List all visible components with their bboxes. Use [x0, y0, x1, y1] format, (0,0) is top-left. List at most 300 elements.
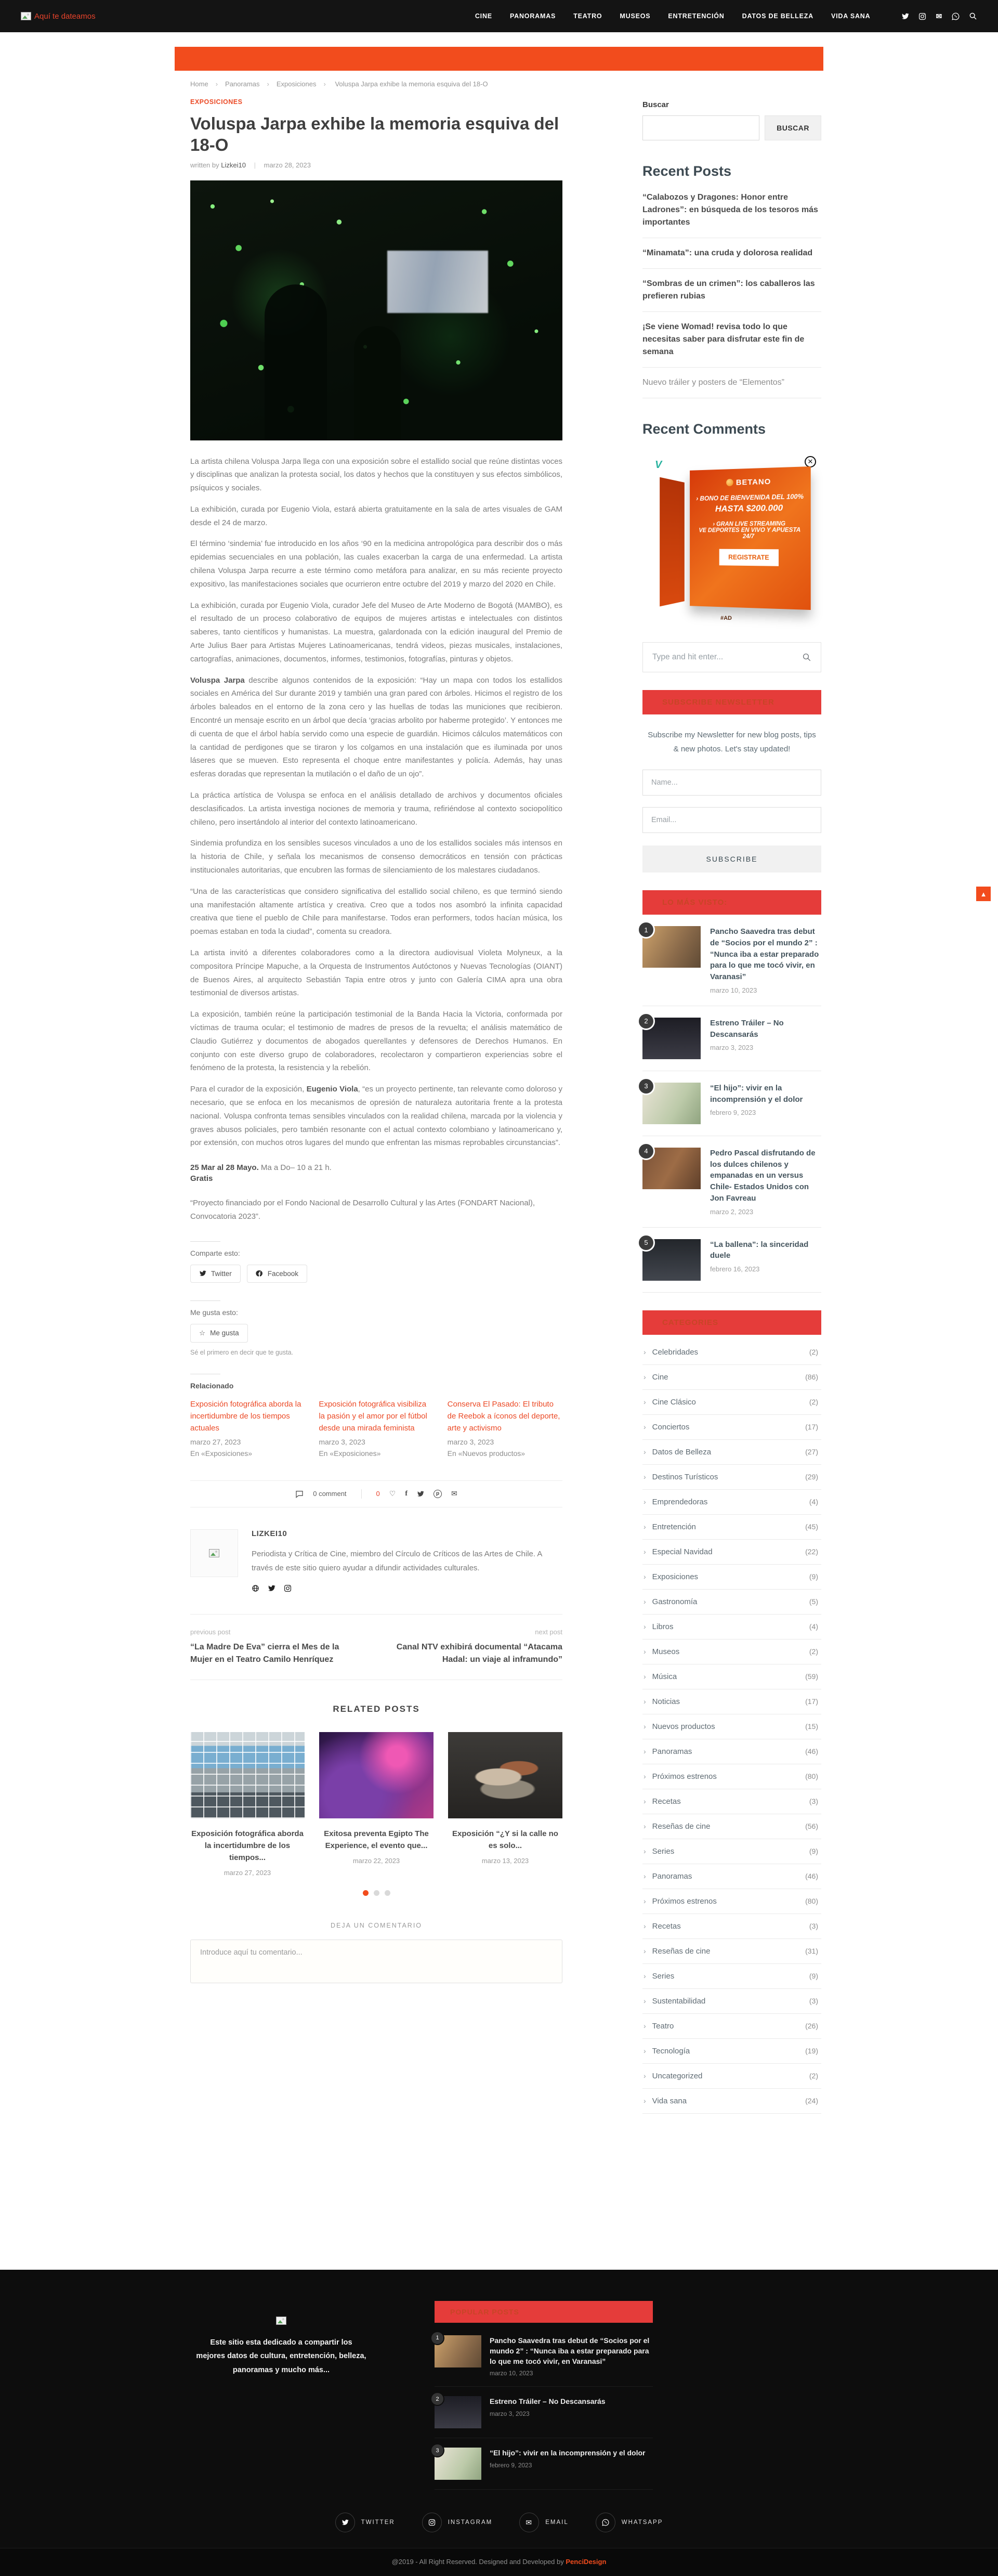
ad-register-button[interactable]: REGISTRATE [719, 549, 779, 566]
comment-input[interactable] [190, 1940, 562, 1983]
category-link[interactable]: Reseñas de cine [652, 1947, 711, 1956]
category-item [642, 2039, 821, 2064]
nav-item[interactable]: ENTRETENCIÓN [668, 12, 724, 20]
category-count: (46) [805, 1872, 818, 1880]
category-link[interactable]: Cine Clásico [652, 1398, 696, 1407]
recent-post-item [642, 183, 821, 238]
recent-post-link[interactable]: ¡Se viene Womad! revisa todo lo que necesitas saber para disfrutar este fin de semana [642, 322, 804, 356]
close-icon[interactable]: ✕ [805, 456, 816, 467]
carousel-dot[interactable] [363, 1890, 369, 1896]
categories-banner: CATEGORIES [642, 1310, 821, 1335]
author-social-icons [252, 1584, 562, 1592]
chevron-right-icon: › [644, 2022, 646, 2030]
search-icon[interactable] [802, 653, 811, 662]
category-count: (2) [809, 1398, 818, 1406]
category-count: (2) [809, 1647, 818, 1656]
byline-prefix: written by [190, 161, 219, 169]
category-link[interactable]: Teatro [652, 2022, 674, 2031]
related-inline-item [190, 1398, 305, 1458]
ad-brand-logo: BETANO [695, 476, 804, 488]
category-item [642, 2014, 821, 2039]
recent-post-link[interactable]: “Minamata”: una cruda y dolorosa realidad [642, 249, 812, 257]
author-bio: Periodista y Crítica de Cine, miembro del Círculo de Críticos de las Artes de Chile. A través de este sitio quiero ayudar a difundir actividades culturales. [252, 1547, 562, 1575]
chevron-right-icon: › [644, 1448, 646, 1456]
category-count: (59) [805, 1672, 818, 1681]
category-count: (31) [805, 1947, 818, 1955]
category-link[interactable]: Celebridades [652, 1348, 698, 1357]
category-count: (46) [805, 1747, 818, 1755]
search-input-secondary[interactable] [652, 653, 787, 662]
post-thumbnail[interactable] [642, 926, 701, 968]
related-inline-link[interactable]: Conserva El Pasado: El tributo de Reebok a íconos del deporte, arte y activismo [448, 1398, 562, 1435]
most-viewed-banner: LO MÁS VISTO: [642, 890, 821, 915]
facebook-icon [256, 1270, 263, 1277]
twitter-icon[interactable] [417, 1490, 424, 1498]
category-link[interactable]: Recetas [652, 1922, 681, 1931]
related-posts-cards [190, 1732, 562, 1877]
category-count: (4) [809, 1622, 818, 1631]
byline-separator: | [254, 161, 256, 169]
post-thumbnail[interactable] [435, 2335, 481, 2367]
instagram-icon[interactable] [284, 1584, 292, 1592]
related-post-title[interactable]: Exitosa preventa Egipto The Experience, el evento que... [319, 1828, 434, 1852]
email-icon[interactable]: ✉ [936, 12, 942, 21]
share-facebook-button[interactable]: Facebook [247, 1265, 307, 1283]
avatar [190, 1529, 238, 1577]
post-link[interactable]: “El hijo”: vivir en la incomprensión y el dolor [490, 2448, 646, 2458]
related-post-thumbnail[interactable] [190, 1732, 305, 1818]
category-link[interactable]: Próximos estrenos [652, 1772, 717, 1781]
previous-post-link[interactable]: “La Madre De Eva” cierra el Mes de la Mujer en el Teatro Camilo Henríquez [190, 1643, 339, 1664]
copyright-text: @2019 - All Right Reserved. Designed and Developed by [392, 2558, 566, 2566]
most-viewed-item [642, 1071, 821, 1136]
share-buttons [190, 1265, 562, 1283]
newsletter-name-field[interactable] [642, 770, 821, 796]
nav-item[interactable]: DATOS DE BELLEZA [742, 12, 813, 20]
footer-about [195, 2301, 367, 2490]
post-thumbnail[interactable] [642, 1239, 701, 1281]
star-icon: ☆ [199, 1329, 205, 1337]
top-banner-bar [175, 47, 823, 71]
footer-whatsapp-button[interactable]: WHATSAPP [596, 2513, 663, 2532]
carousel-dot[interactable] [385, 1890, 390, 1896]
category-item [642, 1540, 821, 1565]
ad-text: › BONO DE BIENVENIDA DEL 100% [695, 493, 804, 502]
footer-social-buttons [0, 2490, 998, 2548]
category-item [642, 1640, 821, 1664]
related-post-card [319, 1732, 434, 1877]
carousel-dot[interactable] [374, 1890, 379, 1896]
most-viewed-item [642, 1136, 821, 1228]
related-inline-date: marzo 3, 2023 [448, 1438, 562, 1446]
related-post-title[interactable]: Exposición fotográfica aborda la incertidumbre de los tiempos... [190, 1828, 305, 1864]
video-player-logo: V [655, 459, 662, 471]
post-link[interactable]: Pedro Pascal disfrutando de los dulces chilenos y empanadas en un versus Chile- Estados Unidos con Jon Favreau [710, 1148, 821, 1204]
chevron-right-icon: › [644, 1647, 646, 1656]
author-name[interactable]: LIZKEI10 [252, 1529, 287, 1538]
category-link[interactable]: Vida sana [652, 2097, 687, 2105]
post-thumbnail[interactable] [435, 2448, 481, 2480]
author-link[interactable]: Lizkei10 [221, 161, 246, 169]
category-count: (22) [805, 1547, 818, 1556]
twitter-icon[interactable] [268, 1584, 275, 1592]
nav-item[interactable]: PANORAMAS [510, 12, 556, 20]
related-inline-date: marzo 3, 2023 [319, 1438, 434, 1446]
ad-tag: #AD [720, 615, 732, 621]
related-post-date: marzo 27, 2023 [190, 1869, 305, 1877]
comment-share-bar [190, 1480, 562, 1507]
chevron-right-icon: › [644, 1572, 646, 1581]
footer-popular-banner: POPULAR POSTS [435, 2301, 653, 2323]
article-paragraph: La artista invitó a diferentes colaboradores como a la directora audiovisual Violeta Molyneux, a la compositora Príncipe Mapuche, a la Orquesta de Instrumentos Autóctonos y Nuevas Tecnologías (OIANT) de Buenos Aires, al arquitecto Sebastián Tapia entre otros y junto con Galería CIMA apra una obra testimonial de diversos artistas. [190, 946, 562, 1000]
like-label: Me gusta esto: [190, 1308, 562, 1317]
previous-post-label: previous post [190, 1628, 361, 1636]
next-post-link[interactable]: Canal NTV exhibirá documental “Atacama Hadal: un viaje al inframundo” [397, 1643, 562, 1664]
nav-item[interactable]: MUSEOS [620, 12, 650, 20]
instagram-icon[interactable] [918, 12, 926, 20]
whatsapp-icon[interactable] [952, 12, 960, 20]
related-inline-link[interactable]: Exposición fotográfica visibiliza la pasión y el amor por el fútbol desde una mirada feminista [319, 1398, 434, 1435]
recent-comments-heading: Recent Comments [642, 421, 821, 437]
article-body [190, 455, 562, 1150]
category-item [642, 1465, 821, 1490]
category-item [642, 1365, 821, 1390]
chevron-right-icon: › [644, 1523, 646, 1531]
related-post-title[interactable]: Exposición “¿Y si la calle no es solo... [448, 1828, 562, 1852]
search-input[interactable] [642, 115, 759, 140]
twitter-icon [335, 2513, 355, 2532]
nav-item[interactable]: CINE [475, 12, 492, 20]
twitter-icon[interactable] [901, 12, 909, 20]
hero-silhouette [265, 284, 327, 440]
article-paragraph: “Una de las características que considero significativa del estallido social chileno, es que terminó siendo una manifestación altamente artística y creativa. Creo que a todos nos asombró la infinita capacidad creativa que tiene el pueblo de Chile para manifestarse. Todos eran performers, todos hacían música, los poemas estaban en toda la ciudad”, comenta su creadora. [190, 885, 562, 939]
recent-post-link[interactable]: “Sombras de un crimen”: los caballeros las prefieren rubias [642, 279, 815, 301]
email-icon: ✉ [519, 2513, 539, 2532]
hero-silhouette [354, 326, 401, 440]
category-link[interactable]: Entretención [652, 1523, 696, 1531]
category-count: (80) [805, 1897, 818, 1905]
category-count: (45) [805, 1523, 818, 1531]
rank-badge: 1 [637, 921, 655, 939]
category-item [642, 1864, 821, 1889]
ad-text: VE DEPORTES EN VIVO Y APUESTA 24/7 [695, 527, 804, 540]
search-button[interactable]: BUSCAR [765, 115, 821, 140]
most-viewed-item [642, 1228, 821, 1293]
article-paragraph: La práctica artística de Voluspa se enfoca en el análisis detallado de archivos y documentos oficiales desclasificados. La artista investiga nociones de memoria y trauma, refiriéndose al contexto sociopolítico chileno, pero insertándolo al interior del contexto latinoamericano. [190, 789, 562, 829]
recent-post-item [642, 269, 821, 312]
recent-post-item [642, 238, 821, 269]
category-count: (2) [809, 2072, 818, 2080]
nav-item[interactable]: TEATRO [573, 12, 602, 20]
category-count: (3) [809, 1997, 818, 2005]
chevron-right-icon: › [644, 1423, 646, 1431]
category-link[interactable]: Reseñas de cine [652, 1822, 711, 1831]
article-paragraph: La exhibición, curada por Eugenio Viola, curador Jefe del Museo de Arte Moderno de Bogotá (MAMBO), es el resultado de un proceso colaborativo de equipos de mujeres artistas e intelectuales con distintos saberes, tanto científicos y humanistas. La muestra, galardonada con la edición inaugural del Premio de Arte Julius Baer para Artistas Mujeres Latinoamericanas, tendrá videos, piezas musicales, instalaciones, cartografías, animaciones, documentos, informes, testimonios, fotografías, pinturas y objetos. [190, 599, 562, 666]
category-link[interactable]: Datos de Belleza [652, 1448, 711, 1456]
pencidesign-link[interactable]: PenciDesign [566, 2558, 606, 2566]
post-date: marzo 28, 2023 [264, 161, 311, 169]
chevron-right-icon: › [644, 1747, 646, 1755]
divider [190, 1300, 220, 1301]
category-link[interactable]: Panoramas [652, 1872, 692, 1881]
site-logo[interactable] [21, 12, 96, 21]
chevron-right-icon: › [644, 1597, 646, 1606]
chevron-right-icon: › [644, 2072, 646, 2080]
broken-image-icon [276, 2317, 286, 2325]
like-hint: Sé el primero en decir que te gusta. [190, 1349, 562, 1356]
nav-item[interactable]: VIDA SANA [831, 12, 871, 20]
category-link[interactable]: Exposiciones [652, 1572, 698, 1581]
breadcrumb-separator: › [267, 80, 269, 88]
newsletter-banner: SUBSCRIBE NEWSLETTER [642, 690, 821, 714]
category-item [642, 1615, 821, 1640]
chevron-right-icon: › [644, 1797, 646, 1805]
broken-image-icon [209, 1549, 219, 1557]
breadcrumb-link[interactable]: Home [190, 80, 208, 88]
top-navigation [475, 11, 977, 21]
category-link[interactable]: Libros [652, 1622, 674, 1631]
category-tag[interactable]: EXPOSICIONES [190, 98, 242, 106]
category-item [642, 1914, 821, 1939]
category-count: (3) [809, 1797, 818, 1805]
category-count: (86) [805, 1373, 818, 1381]
category-link[interactable]: Series [652, 1972, 675, 1981]
post-date: marzo 3, 2023 [710, 1044, 821, 1051]
post-date: febrero 16, 2023 [710, 1265, 821, 1273]
most-viewed-item [642, 1006, 821, 1071]
rank-badge: 3 [637, 1077, 655, 1095]
breadcrumb-separator: › [216, 80, 218, 88]
category-link[interactable]: Emprendedoras [652, 1498, 708, 1506]
facebook-icon[interactable]: f [405, 1490, 408, 1498]
category-count: (17) [805, 1423, 818, 1431]
instagram-icon [422, 2513, 442, 2532]
most-viewed-item [642, 915, 821, 1006]
post-thumbnail[interactable] [642, 1018, 701, 1059]
footer-popular-item [435, 2438, 653, 2490]
chevron-right-icon: › [644, 1772, 646, 1780]
hero-screen [387, 251, 488, 313]
email-icon[interactable]: ✉ [451, 1489, 457, 1498]
category-item [642, 1839, 821, 1864]
article-paragraph: Para el curador de la exposición, Eugenio Viola, “es un proyecto pertinente, tan relevante como doloroso y necesario, que se enfoca en los mecanismos de opresión de naturaleza autoritaria frente a la protesta nacional. Voluspa confronta temas sensibles vinculados con la realidad chilena, marcada por la violencia y graves abusos policiales, pero también resonante con el actual contexto colombiano y latinoamericano y, por extensión, con muchos otros lugares del mundo que enfrentan las mismas reprobables circunstancias”. [190, 1083, 562, 1150]
related-inline-item [448, 1398, 562, 1458]
recent-post-item [642, 368, 821, 398]
category-count: (3) [809, 1922, 818, 1930]
whatsapp-icon [596, 2513, 615, 2532]
rank-badge: 4 [637, 1142, 655, 1160]
breadcrumb-link[interactable]: Panoramas [225, 80, 259, 88]
funding-line: “Proyecto financiado por el Fondo Nacional de Desarrollo Cultural y las Artes (FONDART Nacional), Convocatoria 2023”. [190, 1196, 562, 1224]
category-count: (56) [805, 1822, 818, 1830]
post-link[interactable]: Estreno Tráiler – No Descansarás [710, 1018, 821, 1040]
category-link[interactable]: Cine [652, 1373, 668, 1382]
comment-bubble-icon[interactable] [295, 1490, 304, 1498]
post-thumbnail[interactable] [642, 1148, 701, 1189]
category-link[interactable]: Recetas [652, 1797, 681, 1806]
category-link[interactable]: Noticias [652, 1697, 680, 1706]
search-icon[interactable] [969, 12, 977, 20]
next-post [391, 1628, 562, 1666]
copyright [0, 2548, 998, 2576]
pinterest-icon[interactable]: p [434, 1490, 442, 1498]
footer-popular-item [435, 2326, 653, 2387]
category-link[interactable]: Panoramas [652, 1747, 692, 1756]
post-thumbnail[interactable] [435, 2396, 481, 2428]
heart-icon[interactable]: ♡ [389, 1489, 396, 1498]
category-item [642, 1515, 821, 1540]
carousel-dots [190, 1890, 562, 1896]
recent-post-link[interactable]: Nuevo tráiler y posters de “Elementos” [642, 378, 784, 387]
category-item [642, 1415, 821, 1440]
chevron-right-icon: › [644, 1622, 646, 1631]
related-post-thumbnail[interactable] [319, 1732, 434, 1818]
category-link[interactable]: Nuevos productos [652, 1722, 715, 1731]
category-link[interactable]: Series [652, 1847, 675, 1856]
header-social-icons [901, 12, 977, 21]
category-link[interactable]: Música [652, 1672, 677, 1681]
category-count: (4) [809, 1498, 818, 1506]
category-item [642, 1964, 821, 1989]
chevron-right-icon: › [644, 1947, 646, 1955]
category-count: (26) [805, 2022, 818, 2030]
newsletter-email-field[interactable] [642, 807, 821, 833]
broken-image-icon [21, 12, 31, 20]
recent-posts-list [642, 183, 821, 398]
categories-list [642, 1340, 821, 2114]
footer-email-button[interactable]: ✉ EMAIL [519, 2513, 569, 2532]
related-post-card [448, 1732, 562, 1877]
category-count: (17) [805, 1697, 818, 1706]
like-button[interactable]: ☆ Me gusta [190, 1324, 248, 1343]
comment-count[interactable]: 0 comment [313, 1490, 346, 1498]
article-paragraph: La exhibición, curada por Eugenio Viola, estará abierta gratuitamente en la sala de artes visuales de GAM desde el 24 de marzo. [190, 503, 562, 530]
recent-post-item [642, 312, 821, 368]
post-thumbnail[interactable] [642, 1083, 701, 1124]
chevron-right-icon: › [644, 1847, 646, 1855]
subscribe-button[interactable]: SUBSCRIBE [642, 845, 821, 873]
previous-post [190, 1628, 361, 1666]
author-box [190, 1507, 562, 1615]
post-date: febrero 9, 2023 [710, 1109, 821, 1116]
category-count: (27) [805, 1448, 818, 1456]
share-label: Comparte esto: [190, 1249, 562, 1257]
recent-posts-heading: Recent Posts [642, 163, 821, 179]
comment-form-label: DEJA UN COMENTARIO [190, 1922, 562, 1929]
category-link[interactable]: Especial Navidad [652, 1547, 713, 1556]
footer-twitter-button[interactable]: TWITTER [335, 2513, 395, 2532]
post-link[interactable]: Pancho Saavedra tras debut de “Socios por el mundo 2” : “Nunca iba a estar preparado para lo que me tocó vivir, en Varanasi” [710, 926, 821, 983]
category-link[interactable]: Sustentabilidad [652, 1997, 706, 2006]
divider [190, 1241, 220, 1242]
category-item [642, 1814, 821, 1839]
chevron-right-icon: › [644, 1997, 646, 2005]
post-link[interactable]: “El hijo”: vivir en la incomprensión y el dolor [710, 1083, 821, 1105]
category-item [642, 1590, 821, 1615]
ad-text: › GRAN LIVE STREAMING [695, 521, 804, 527]
article-paragraph: Voluspa Jarpa describe algunos contenidos de la exposición: “Hay un mapa con todos los estallidos sociales en América del Sur durante 2019 y también una gran pared con árboles. Hicimos el registro de los árboles baleados en el entorno de la zona cero y las huellas de todas las municiones que recibieron. Encontré un mensaje escrito en un árbol que decía ‘gracias arbolito por haberme protegido’. Y entonces me di cuenta de que el árbol había servido como una especie de guardián. Hicimos cálculos matemáticos con la cantidad de perdigones que se tiraron y los colgamos en una instalación que es iluminada por unos láseres que se mueven. Esto representa el choque entre manifestantes y policía. Además, hay unas esferas doradas que representan la mutilación o el daño de un ojo”. [190, 674, 562, 781]
category-item [642, 1490, 821, 1515]
scroll-top-button[interactable]: ▲ [976, 887, 991, 901]
category-link[interactable]: Conciertos [652, 1423, 690, 1432]
footer-popular [435, 2301, 653, 2490]
rank-badge: 1 [430, 2331, 444, 2345]
recent-post-link[interactable]: “Calabozos y Dragones: Honor entre Ladrones”: en búsqueda de los tesoros más importantes [642, 193, 818, 227]
category-item [642, 1789, 821, 1814]
share-twitter-button[interactable]: Twitter [190, 1265, 241, 1283]
related-post-thumbnail[interactable] [448, 1732, 562, 1818]
post-link[interactable]: “La ballena”: la sinceridad duele [710, 1239, 821, 1262]
post-date: marzo 10, 2023 [710, 986, 821, 994]
ad-text: HASTA $200.000 [695, 502, 804, 514]
category-item [642, 2089, 821, 2114]
related-inline-context: En «Exposiciones» [319, 1449, 434, 1458]
post-link[interactable]: Estreno Tráiler – No Descansarás [490, 2396, 606, 2406]
footer-instagram-button[interactable]: INSTAGRAM [422, 2513, 493, 2532]
category-link[interactable]: Tecnología [652, 2047, 690, 2055]
most-viewed-list [642, 915, 821, 1293]
chevron-right-icon: › [644, 1672, 646, 1681]
related-posts-heading: RELATED POSTS [190, 1704, 562, 1714]
globe-icon[interactable] [252, 1584, 259, 1592]
category-link[interactable]: Uncategorized [652, 2072, 703, 2080]
category-count: (29) [805, 1473, 818, 1481]
category-item [642, 1340, 821, 1365]
related-inline-link[interactable]: Exposición fotográfica aborda la incertidumbre de los tiempos actuales [190, 1398, 305, 1435]
category-link[interactable]: Destinos Turísticos [652, 1473, 718, 1481]
spacer [0, 2114, 998, 2270]
category-count: (2) [809, 1348, 818, 1356]
post-date: marzo 10, 2023 [490, 2370, 653, 2377]
category-link[interactable]: Próximos estrenos [652, 1897, 717, 1906]
category-link[interactable]: Gastronomía [652, 1597, 698, 1606]
breadcrumb-current: Voluspa Jarpa exhibe la memoria esquiva del 18-O [335, 80, 488, 88]
category-item [642, 1440, 821, 1465]
breadcrumb-list [190, 80, 335, 88]
category-item [642, 1989, 821, 2014]
related-inline-context: En «Exposiciones» [190, 1449, 305, 1458]
chevron-right-icon: › [644, 1473, 646, 1481]
category-item [642, 1714, 821, 1739]
category-item [642, 1689, 821, 1714]
footer-popular-item [435, 2387, 653, 2438]
post-link[interactable]: Pancho Saavedra tras debut de “Socios por el mundo 2” : “Nunca iba a estar preparado para lo que me tocó vivir, en Varanasi” [490, 2335, 653, 2367]
related-inline-item [319, 1398, 434, 1458]
category-count: (5) [809, 1597, 818, 1606]
category-count: (9) [809, 1572, 818, 1581]
related-inline-date: marzo 27, 2023 [190, 1438, 305, 1446]
category-count: (15) [805, 1722, 818, 1731]
chevron-right-icon: › [644, 1722, 646, 1731]
category-count: (9) [809, 1847, 818, 1855]
category-item [642, 1764, 821, 1789]
chevron-right-icon: › [644, 1922, 646, 1930]
chevron-right-icon: › [644, 1373, 646, 1381]
chevron-right-icon: › [644, 1822, 646, 1830]
page-title: Voluspa Jarpa exhibe la memoria esquiva del 18-O [190, 113, 562, 156]
category-link[interactable]: Museos [652, 1647, 680, 1656]
chevron-right-icon: › [644, 1872, 646, 1880]
category-item [642, 1664, 821, 1689]
breadcrumb-link[interactable]: Exposiciones [277, 80, 317, 88]
chevron-right-icon: › [644, 1972, 646, 1980]
ad-cube-front[interactable] [690, 466, 811, 610]
footer-popular-list [435, 2326, 653, 2490]
category-item [642, 1739, 821, 1764]
site-footer [0, 2270, 998, 2576]
category-item [642, 1889, 821, 1914]
related-post-date: marzo 13, 2023 [448, 1857, 562, 1865]
